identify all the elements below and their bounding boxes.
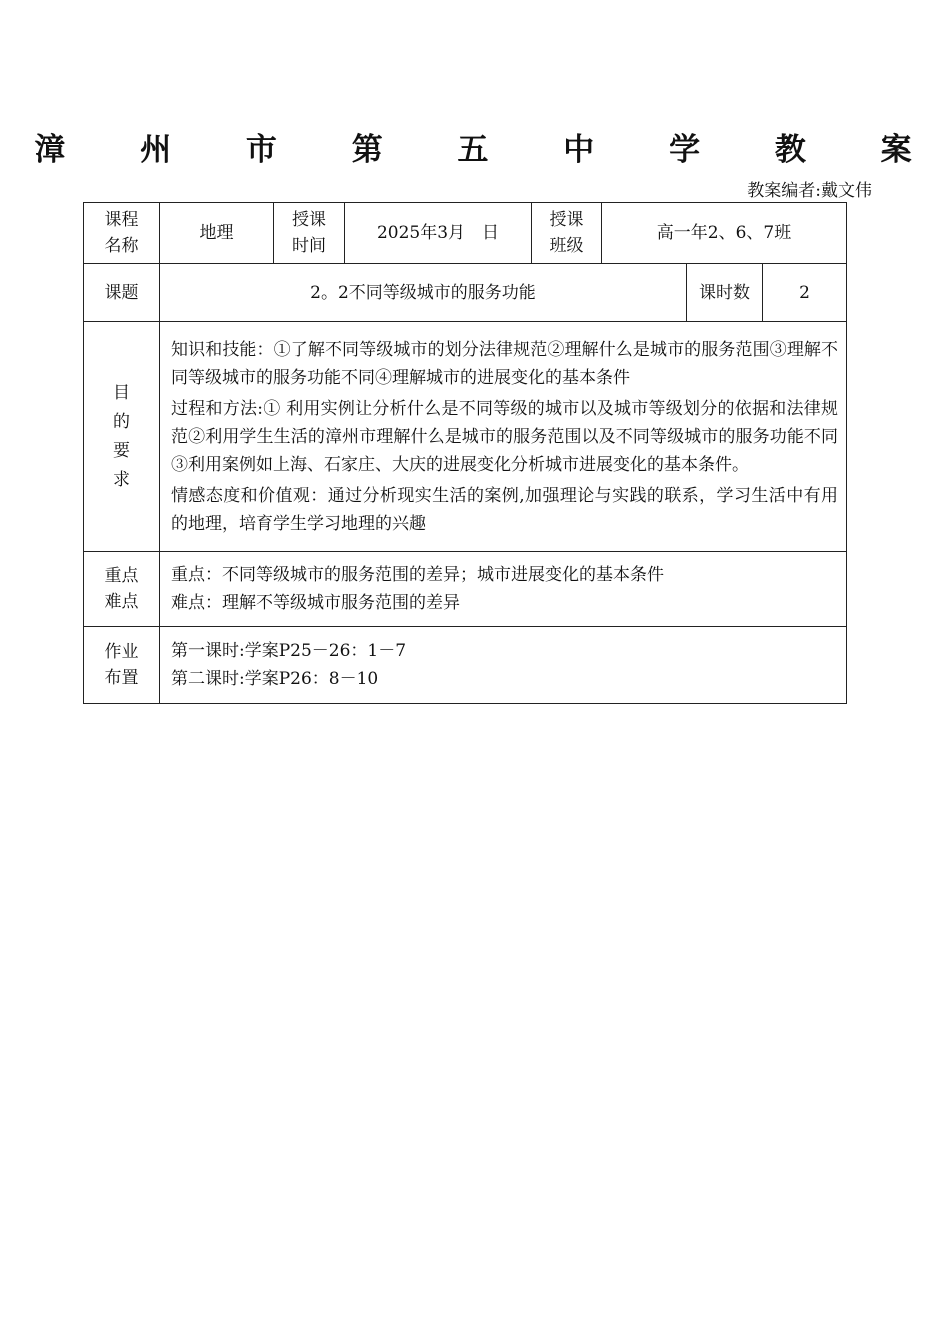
difficulty-text: 难点：理解不等级城市服务范围的差异 [171,593,460,613]
class-hours-value: 2 [763,264,847,322]
homework-lesson-2: 第二课时:学案P26：8－10 [171,669,379,689]
objectives-content [160,322,847,552]
topic-label: 课题 [84,264,160,322]
course-name-value: 地理 [160,203,274,264]
objective-emotion: 情感态度和价值观：通过分析现实生活的案例,加强理论与实践的联系，学习生活中有用的地理，培育学生学习地理的兴趣 [171,485,839,534]
lesson-plan-table [83,202,847,704]
objective-process: 过程和方法:① 利用实例让分析什么是不同等级的城市以及城市等级划分的依据和法律规范②利用学生生活的漳州市理解什么是城市的服务范围以及不同等级城市的服务功能不同③利用案例如上海、石家庄、大庆的进展变化分析城市进展变化的基本条件。 [171,398,839,475]
teaching-class-label: 授课 班级 [532,203,602,264]
course-name-label: 课程 名称 [84,203,160,264]
page-title: 漳 州 市 第 五 中 学 教 案 [34,132,944,168]
teaching-time-value: 2025年3月 日 [345,203,532,264]
table-row-objectives [84,322,847,552]
homework-label: 作业 布置 [84,627,160,704]
key-point-text: 重点：不同等级城市的服务范围的差异；城市进展变化的基本条件 [171,565,664,585]
key-points-label: 重点 难点 [84,552,160,627]
topic-value: 2。2不同等级城市的服务功能 [160,264,687,322]
table-row-homework [84,627,847,704]
key-points-content [160,552,847,627]
teaching-class-value: 高一年2、6、7班 [602,203,847,264]
homework-lesson-1: 第一课时:学案P25－26：1－7 [171,641,407,661]
homework-content [160,627,847,704]
table-row-topic [84,264,847,322]
objectives-label: 目 的 要 求 [84,322,160,552]
teaching-time-label: 授课 时间 [274,203,345,264]
table-row-key-points [84,552,847,627]
objective-knowledge: 知识和技能：①了解不同等级城市的划分法律规范②理解什么是城市的服务范围③理解不同等级城市的服务功能不同④理解城市的进展变化的基本条件 [171,339,839,388]
class-hours-label: 课时数 [687,264,763,322]
author-line: 教案编者:戴文伟 [747,181,872,201]
table-row-course-info [84,203,847,264]
